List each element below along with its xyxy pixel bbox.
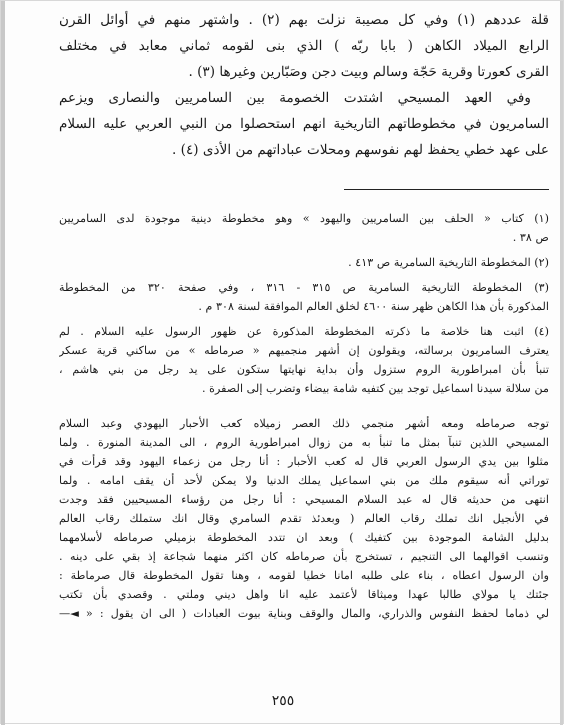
footnote-4 [59, 322, 549, 398]
footnote-line: توراتي أنه سيقوم ملك من بني اسماعيل يملك الدنيا ولا يمكن لأحد أن يقف امامه . ولما [59, 474, 549, 487]
footnote-separator-area [59, 163, 549, 209]
footnotes [59, 209, 549, 623]
main-text-line: الرابع الميلاد الكاهن ( بابا ربّه ) الذي بنى لقومه ثماني معابد في مختلف [59, 38, 549, 54]
footnote-line: من سلالة سيدنا اسماعيل توجد بين كتفيه شامة بيضاء وتضرب إلى الصفرة . [202, 382, 549, 395]
footnote-line: توجه صرماطه ومعه أشهر منجمي ذلك العصر زميلاه كعب الأحبار اليهودي وعبد السلام [59, 417, 549, 430]
footnote-line: (٤) اثبت هنا خلاصة ما ذكرته المخطوطة المذكورة عن ظهور الرسول عليه السلام . لم [59, 325, 549, 338]
footnote-line: تنبأ بأن امبراطورية الروم ستزول وأن بداية نهايتها ستكون على يد رجل من بني هاشم ، [59, 363, 549, 376]
main-text-line: القرى كعورتا وقرية حَجّة وسالم وبيت دجن وصَبّارين وغيرها (٣) . [188, 64, 549, 80]
footnote-line: ص ٣٨ . [512, 231, 549, 244]
footnote-line: وتنسب اقوالهما الى التنجيم ، تستخرج بأن صرماطه كان اكثر منهما شجاعة إذ بقي على دينه . [59, 550, 549, 563]
page-content [59, 7, 549, 623]
footnote-line: (٢) المخطوطة التاريخية السامرية ص ٤١٣ . [348, 256, 549, 269]
footnote-line: انتهى من حديثه قال له عبد السلام المسيحي : أنا رجل من رؤساء المسيحيين فقد وجدت [59, 493, 549, 506]
footnote-line: مثلوا بين يدي الرسول العربي قال له كعب الأحبار : أنا رجل من زعماء اليهود وقد قرأت في [59, 455, 549, 468]
footnote-line: لي ذماما لحفظ النفوس والذراري، والمال والوقف وبناية بيوت العبادات ( الى ان يقول : « ◄— [59, 607, 549, 620]
footnote-4-continued [59, 414, 549, 623]
footnote-line: في الأنجيل انك تملك رقاب العالم ( وبعدئذ تقدم السامري وقال انك ستملك رقاب العالم [59, 512, 549, 525]
main-paragraph [59, 7, 549, 163]
main-text-line: وفي العهد المسيحي اشتدت الخصومة بين السامريين والنصارى ويزعم [59, 90, 531, 106]
footnote-line: (٣) المخطوطة التاريخية السامرية ص ٣١٥ - ٣١٦ ، وفي صفحة ٣٢٠ من المخطوطة [59, 281, 549, 294]
footnote-line: يعترف السامريون برسالته، ويقولون إن أشهر منجميهم « صرماطه » من ساكني قرية عسكر [59, 344, 549, 357]
footnote-1 [59, 209, 549, 247]
main-text-line: السامريون في مخطوطاتهم التاريخية انهم استحصلوا من النبي العربي عليه السلام [59, 116, 549, 132]
footnote-separator [344, 189, 549, 190]
footnote-gap [59, 398, 549, 414]
main-text-line: قلة عددهم (١) وفي كل مصيبة نزلت بهم (٢) . واشتهر منهم في أوائل القرن [59, 12, 549, 28]
page-number: ٢٥٥ [271, 693, 295, 709]
footnote-line: وان الرسول اعطاه ، بناء على طلبه امانا خطيا لقومه ، وهنا تقول المخطوطة قال صرماطة : [59, 569, 549, 582]
footnote-line: بدليل الشامة الموجودة بين كتفيك ) وبعد ان تتدد المخطوطة بزميلي صرماطه لأسلامهما [59, 531, 549, 544]
footnote-3 [59, 278, 549, 316]
page-edge-shadow-right [560, 1, 563, 725]
footnote-line: المذكورة بأن هذا الكاهن ظهر سنة ٤٦٠٠ لخلق العالم الموافقة لسنة ٣٠٨ م . [198, 300, 549, 313]
footnote-line: جئتك يا مولاي طالبا عهدا وميثاقا لأعتمد عليه انا واهل ديني وملتي . وقصدي بأن تكتب [59, 588, 549, 601]
footnote-2 [59, 253, 549, 272]
main-text-line: على عهد خطي يحفظ لهم نفوسهم ومحلات عباداتهم من الأذى (٤) . [172, 142, 549, 158]
page-edge-shadow-left [1, 1, 5, 725]
footnote-line: المسيحي اللذين تنبآ بمثل ما تنبأ به من زوال امبراطورية الروم ، الى المدينة المنورة . ولما [59, 436, 549, 449]
footnote-line: (١) كتاب « الحلف بين السامريين واليهود » وهو مخطوطة دينية موجودة لدى السامريين [59, 212, 549, 225]
